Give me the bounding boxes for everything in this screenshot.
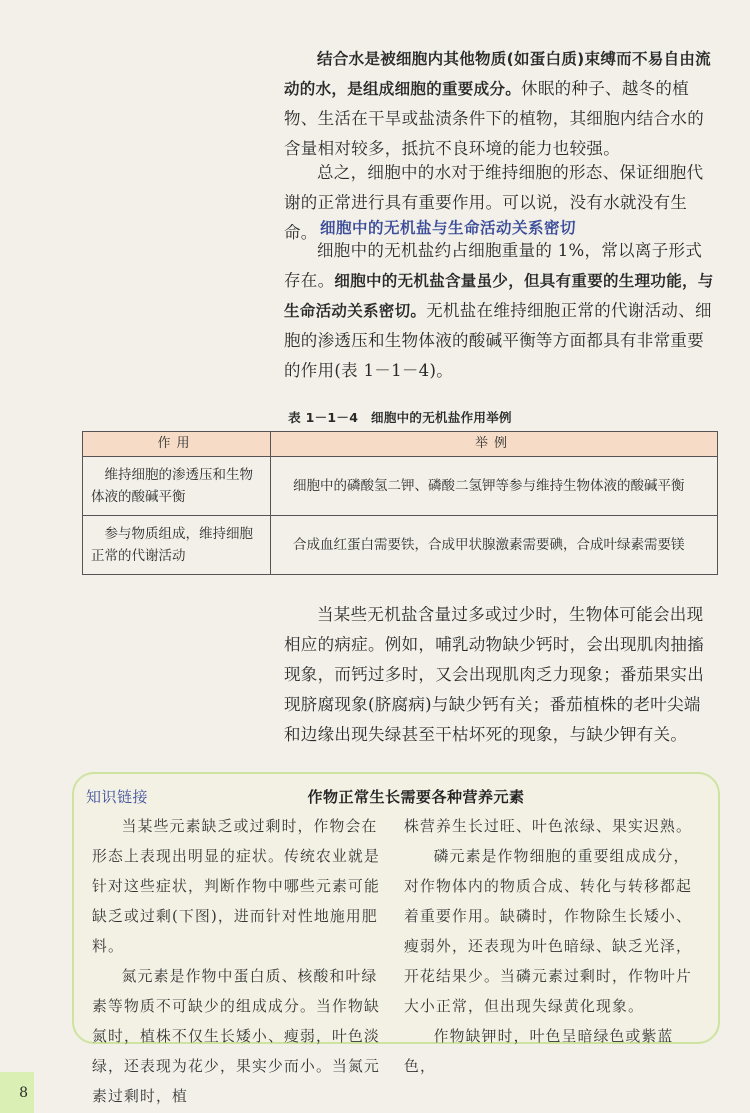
table-cell: 维持细胞的渗透压和生物体液的酸碱平衡 <box>83 457 271 516</box>
table-cell: 合成血红蛋白需要铁，合成甲状腺激素需要碘，合成叶绿素需要镁 <box>271 516 718 575</box>
paragraph-summary: 总之，细胞中的水对于维持细胞的形态、保证细胞代谢的正常进行具有重要作用。可以说，没有水就没有生命。 <box>284 163 704 242</box>
box-label: 知识链接 <box>86 788 149 806</box>
bold-text: 细胞中的无机盐含量虽少，但具有重要的生理功能，与生命活动关系密切。 <box>284 272 714 320</box>
box-left-column <box>92 812 392 1112</box>
table-header: 举例 <box>271 432 718 457</box>
paragraph-text: 无机盐在维持细胞正常的代谢活动、细胞的渗透压和生物体液的酸碱平衡等方面都具有非常重要的作用(表 1－1－4)。 <box>284 301 712 380</box>
paragraph-bound-water <box>284 44 716 164</box>
paragraph-deficiency: 当某些无机盐含量过多或过少时，生物体可能会出现相应的病症。例如，哺乳动物缺少钙时，会出现肌肉抽搐现象，而钙过多时，又会出现肌肉乏力现象；番茄果实出现脐腐现象(脐腐病)与缺少钙有关；番茄植株的老叶尖端和边缘出现失绿甚至干枯坏死的现象，与缺少钾有关。 <box>284 605 704 744</box>
box-right-column <box>404 812 704 1082</box>
box-title: 作物正常生长需要各种营养元素 <box>307 788 525 806</box>
paragraph-text: 休眠的种子、越冬的植物、生活在干旱或盐渍条件下的植物，其细胞内结合水的含量相对较多，抵抗不良环境的能力也较强。 <box>284 79 704 158</box>
table-header: 作用 <box>83 432 271 457</box>
salts-function-table <box>82 431 718 575</box>
table-caption: 表 1－1－4 细胞中的无机盐作用举例 <box>288 410 512 425</box>
paragraph-text: 细胞中的无机盐约占细胞重量的 1%，常以离子形式存在。 <box>284 241 703 290</box>
box-paragraph: 株营养生长过旺、叶色浓绿、果实迟熟。 <box>404 818 692 835</box>
page-number: 8 <box>0 1072 34 1113</box>
paragraph-inorganic-salts <box>284 236 716 386</box>
table-header-row <box>83 432 718 457</box>
box-paragraph: 当某些元素缺乏或过剩时，作物会在形态上表现出明显的症状。传统农业就是针对这些症状，判断作物中哪些元素可能缺乏或过剩(下图)，进而针对性地施用肥料。 <box>92 818 380 955</box>
knowledge-link-box <box>72 772 720 1105</box>
table-row <box>83 516 718 575</box>
box-paragraph: 磷元素是作物细胞的重要组成成分，对作物体内的物质合成、转化与转移都起着重要作用。缺磷时，作物除生长矮小、瘦弱外，还表现为叶色暗绿、缺乏光泽，开花结果少。当磷元素过剩时，作物叶片大小正常，但出现失绿黄化现象。 <box>404 848 692 1015</box>
table-row <box>83 457 718 516</box>
bold-text: 结合水是被细胞内其他物质(如蛋白质)束缚而不易自由流动的水，是组成细胞的重要成分。 <box>284 50 711 98</box>
box-paragraph: 氮元素是作物中蛋白质、核酸和叶绿素等物质不可缺少的组成成分。当作物缺氮时，植株不仅生长矮小、瘦弱，叶色淡绿，还表现为花少，果实少而小。当氮元素过剩时，植 <box>92 968 380 1105</box>
box-paragraph: 作物缺钾时，叶色呈暗绿色或紫蓝色， <box>404 1028 674 1075</box>
section-heading: 细胞中的无机盐与生命活动关系密切 <box>320 219 577 237</box>
table-cell: 细胞中的磷酸氢二钾、磷酸二氢钾等参与维持生物体液的酸碱平衡 <box>271 457 718 516</box>
table-cell: 参与物质组成，维持细胞正常的代谢活动 <box>83 516 271 575</box>
